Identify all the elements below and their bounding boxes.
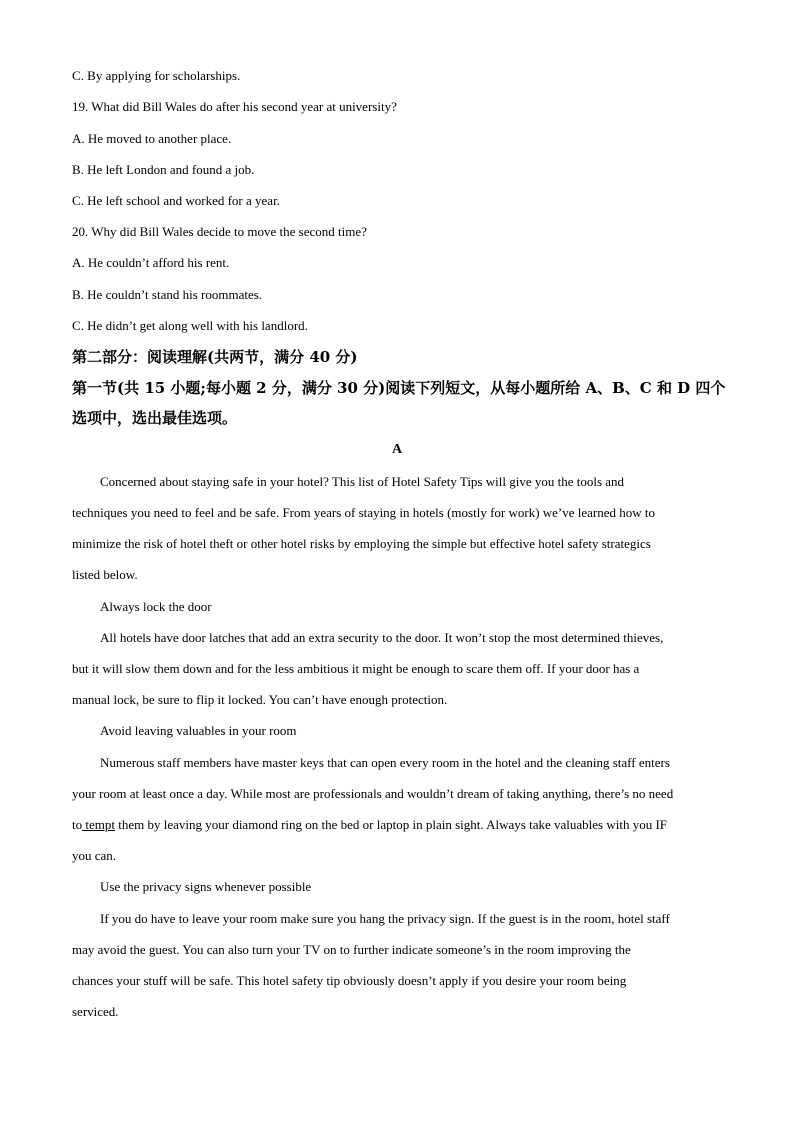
intro-line-1: Concerned about staying safe in your hotel? This list of Hotel Safety Tips will give you the tools and <box>100 474 625 489</box>
intro-line-2: techniques you need to feel and be safe. From years of staying in hotels (mostly for work) we’ve learned how to <box>72 505 656 520</box>
heading-lock-door: Always lock the door <box>100 599 212 614</box>
intro-line-4: listed below. <box>72 567 138 582</box>
p2-line-3 <box>72 817 667 833</box>
q19-option-a: A. He moved to another place. <box>72 131 232 146</box>
part-title: 第二部分：阅读理解(共两节，满分 40 分) <box>72 348 358 366</box>
p1-line-2: but it will slow them down and for the less ambitious it might be enough to scare them off. If your door has a <box>72 661 640 676</box>
heading-valuables: Avoid leaving valuables in your room <box>100 723 297 738</box>
section-instructions-line-2: 选项中，选出最佳选项。 <box>72 409 238 427</box>
p3-line-2: may avoid the guest. You can also turn your TV on to further indicate someone’s in the room improving the <box>72 942 631 957</box>
p2-line-1: Numerous staff members have master keys that can open every room in the hotel and the cleaning staff enters <box>100 755 670 770</box>
q20-option-a: A. He couldn’t afford his rent. <box>72 255 230 270</box>
section-instructions-line-1: 第一节(共 15 小题;每小题 2 分，满分 30 分)阅读下列短文，从每小题所给 A、B、C 和 D 四个 <box>72 379 726 397</box>
heading-privacy-signs: Use the privacy signs whenever possible <box>100 879 312 894</box>
p3-line-4: serviced. <box>72 1004 119 1019</box>
p3-line-1: If you do have to leave your room make sure you hang the privacy sign. If the guest is in the room, hotel staff <box>100 911 670 926</box>
p2-line-3-prefix: to <box>72 817 83 832</box>
q19-option-b: B. He left London and found a job. <box>72 162 255 177</box>
p3-line-3: chances your stuff will be safe. This hotel safety tip obviously doesn’t apply if you desire your room being <box>72 973 627 988</box>
q19-question: 19. What did Bill Wales do after his second year at university? <box>72 99 397 114</box>
p2-line-2: your room at least once a day. While most are professionals and wouldn’t dream of taking anything, there’s no need <box>72 786 674 801</box>
q20-option-c: C. He didn’t get along well with his landlord. <box>72 318 308 333</box>
q18-option-c: C. By applying for scholarships. <box>72 68 241 83</box>
passage-label: A <box>391 442 403 457</box>
q20-option-b: B. He couldn’t stand his roommates. <box>72 287 263 302</box>
q19-option-c: C. He left school and worked for a year. <box>72 193 280 208</box>
p1-line-1: All hotels have door latches that add an extra security to the door. It won’t stop the most determined thieves, <box>100 630 664 645</box>
q20-question: 20. Why did Bill Wales decide to move the second time? <box>72 224 367 239</box>
p2-line-3-rest: them by leaving your diamond ring on the bed or laptop in plain sight. Always take valuables with you IF <box>114 817 668 832</box>
underlined-word-tempt: tempt <box>82 817 115 832</box>
intro-line-3: minimize the risk of hotel theft or other hotel risks by employing the simple but effective hotel safety strategics <box>72 536 651 551</box>
p1-line-3: manual lock, be sure to flip it locked. You can’t have enough protection. <box>72 692 448 707</box>
p2-line-4: you can. <box>72 848 117 863</box>
